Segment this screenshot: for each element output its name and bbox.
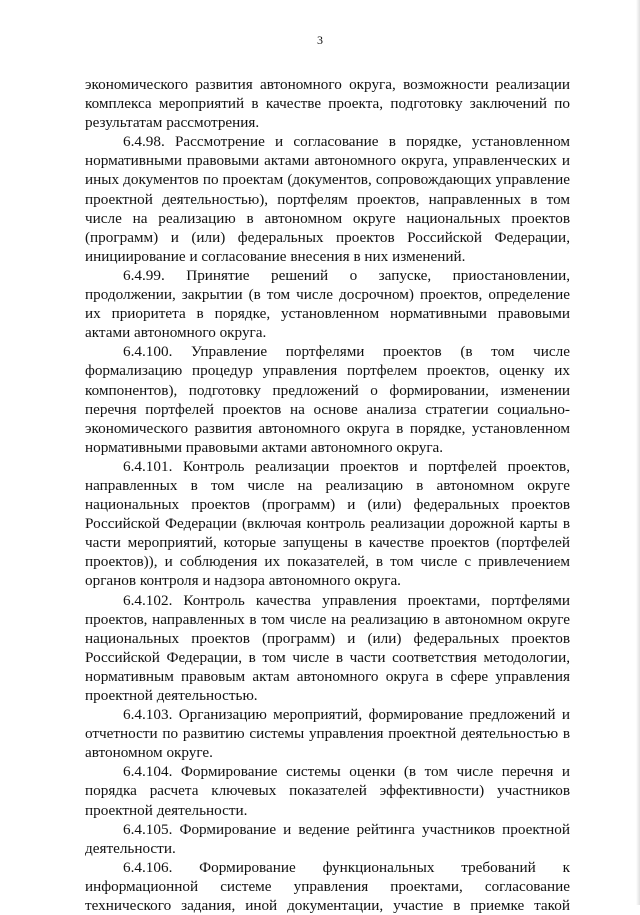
paragraph-6-4-100: 6.4.100. Управление портфелями проектов (в том числе формализацию процедур управления портфелем проектов, оценку их компонентов), подготовку предложений о формировании, изменении перечня портфелей проектов на основе анализа стратегии социально-экономического развития автономного округа в порядке, установленном нормативными правовыми актами автономного округа. <box>85 343 570 456</box>
paragraph-6-4-102: 6.4.102. Контроль качества управления проектами, портфелями проектов, направленных в том числе на реализацию в автономном округе национальных проектов (программ) и (или) федеральных проектов Российской Федерации, в том числе в части соответствия методологии, нормативным правовым актам автономного округа в сфере управления проектной деятельностью. <box>85 591 570 704</box>
paragraph-6-4-105: 6.4.105. Формирование и ведение рейтинга участников проектной деятельности. <box>85 820 570 857</box>
document-body <box>85 75 570 915</box>
paragraph-6-4-99: 6.4.99. Принятие решений о запуске, приостановлении, продолжении, закрытии (в том числе досрочном) проектов, определение их приоритета в порядке, установленном нормативными правовыми актами автономного округа. <box>85 266 570 342</box>
paragraph-6-4-103: 6.4.103. Организацию мероприятий, формирование предложений и отчетности по развитию системы управления проектной деятельностью в автономном округе. <box>85 706 570 762</box>
scan-edge-shadow <box>636 0 640 905</box>
paragraph-6-4-98: 6.4.98. Рассмотрение и согласование в порядке, установленном нормативными правовыми актами автономного округа, управленческих и иных документов по проектам (документов, сопровождающих управление проектной деятельностью), портфелям проектов, направленных в том числе на реализацию в автономном округе национальных проектов (программ) и (или) федеральных проектов Российской Федерации, инициирование и согласование внесения в них изменений. <box>85 133 570 265</box>
paragraph-6-4-104: 6.4.104. Формирование системы оценки (в том числе перечня и порядка расчета ключевых показателей эффективности) участников проектной деятельности. <box>85 763 570 819</box>
paragraph-6-4-101: 6.4.101. Контроль реализации проектов и портфелей проектов, направленных в том числе на реализацию в автономном округе национальных проектов (программ) и (или) федеральных проектов Российской Федерации (включая контроль реализации дорожной карты в части мероприятий, которые запущены в качестве проектов (портфелей проектов)), и соблюдения их показателей, в том числе с привлечением органов контроля и надзора автономного округа. <box>85 457 570 590</box>
paragraph-continuation: экономического развития автономного округа, возможности реализации комплекса мероприятий в качестве проекта, подготовку заключений по результатам рассмотрения. <box>85 76 570 132</box>
paragraph-6-4-106: 6.4.106. Формирование функциональных требований к информационной системе управления проектами, согласование технического задания, иной документации, участие в приемке такой <box>85 858 570 915</box>
page-number: 3 <box>317 33 323 47</box>
